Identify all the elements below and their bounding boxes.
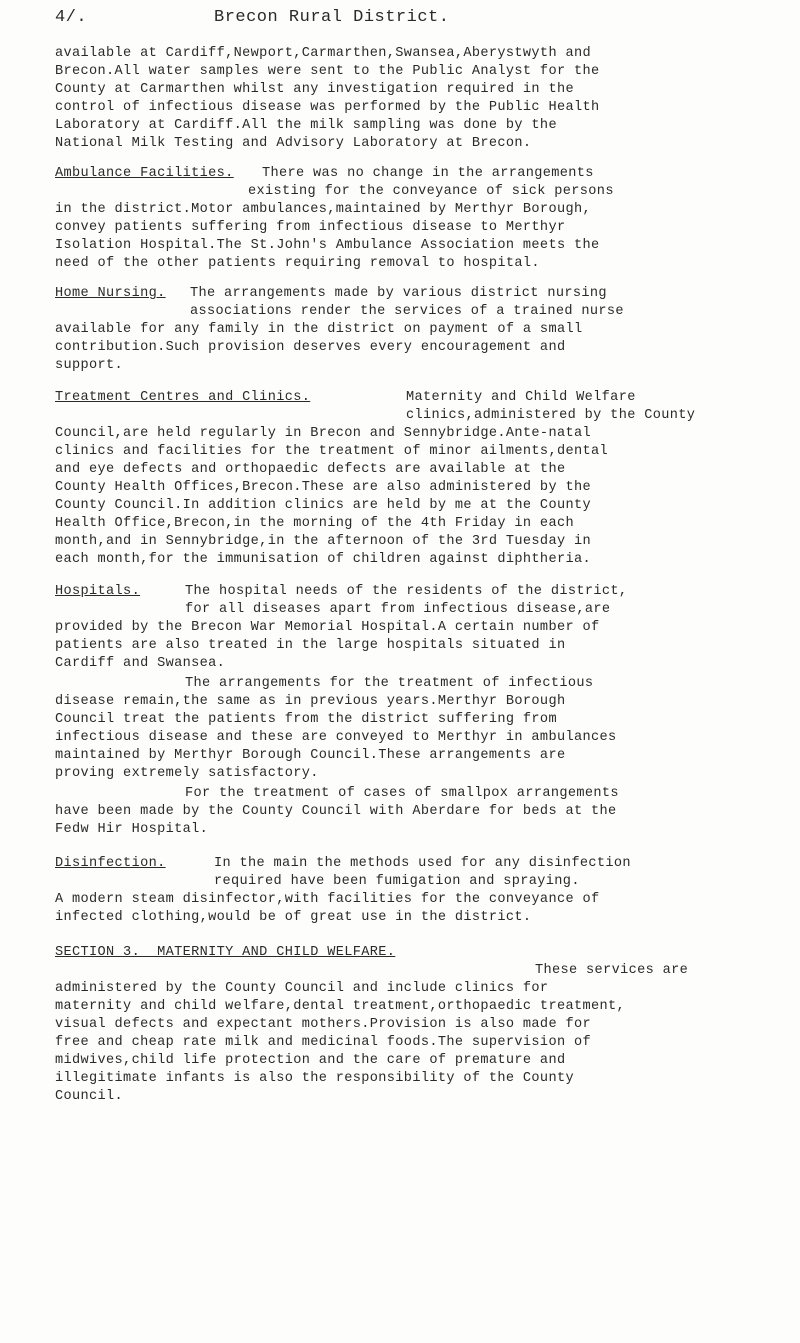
text-line: The arrangements for the treatment of infectious <box>185 676 594 691</box>
text-line: The arrangements made by various district nursing <box>190 286 607 301</box>
text-line: existing for the conveyance of sick persons <box>248 184 614 199</box>
text-line: These services are <box>535 963 689 978</box>
text-line: provided by the Brecon War Memorial Hospital.A certain number of <box>55 620 600 635</box>
text-line: and eye defects and orthopaedic defects are available at the <box>55 462 566 477</box>
text-line: Council,are held regularly in Brecon and Sennybridge.Ante-natal <box>55 426 591 441</box>
document-title: Brecon Rural District. <box>214 8 450 27</box>
text-line: Fedw Hir Hospital. <box>55 822 209 837</box>
text-line: Council treat the patients from the district suffering from <box>55 712 557 727</box>
text-line: For the treatment of cases of smallpox arrangements <box>185 786 619 801</box>
text-line: maintained by Merthyr Borough Council.These arrangements are <box>55 748 566 763</box>
text-line: clinics and facilities for the treatment of minor ailments,dental <box>55 444 608 459</box>
text-line: free and cheap rate milk and medicinal foods.The supervision of <box>55 1035 591 1050</box>
text-line: visual defects and expectant mothers.Provision is also made for <box>55 1017 591 1032</box>
text-line: Isolation Hospital.The St.John's Ambulance Association meets the <box>55 238 600 253</box>
text-line: Brecon.All water samples were sent to the Public Analyst for the <box>55 64 600 79</box>
text-line: A modern steam disinfector,with facilities for the conveyance of <box>55 892 600 907</box>
text-line: required have been fumigation and spraying. <box>214 874 580 889</box>
text-line: Laboratory at Cardiff.All the milk sampling was done by the <box>55 118 557 133</box>
text-line: illegitimate infants is also the responsibility of the County <box>55 1071 574 1086</box>
text-line: National Milk Testing and Advisory Laboratory at Brecon. <box>55 136 532 151</box>
text-line: for all diseases apart from infectious disease,are <box>185 602 611 617</box>
text-line: proving extremely satisfactory. <box>55 766 319 781</box>
text-line: County Council.In addition clinics are held by me at the County <box>55 498 591 513</box>
section-heading-disinfection: Disinfection. <box>55 856 166 871</box>
text-line: have been made by the County Council with Aberdare for beds at the <box>55 804 617 819</box>
section-heading-hospitals: Hospitals. <box>55 584 141 599</box>
text-line: support. <box>55 358 124 373</box>
text-line: There was no change in the arrangements <box>262 166 594 181</box>
section-heading-home-nursing: Home Nursing. <box>55 286 166 301</box>
text-line: clinics,administered by the County <box>406 408 696 423</box>
section-heading-ambulance: Ambulance Facilities. <box>55 166 234 181</box>
text-line: associations render the services of a trained nurse <box>190 304 624 319</box>
page-number: 4/. <box>55 8 88 27</box>
text-line: midwives,child life protection and the care of premature and <box>55 1053 566 1068</box>
text-line: need of the other patients requiring removal to hospital. <box>55 256 540 271</box>
text-line: Council. <box>55 1089 124 1104</box>
section-heading-treatment-centres: Treatment Centres and Clinics. <box>55 390 311 405</box>
section-heading-maternity: SECTION 3. MATERNITY AND CHILD WELFARE. <box>55 945 396 960</box>
text-line: infectious disease and these are conveyed to Merthyr in ambulances <box>55 730 617 745</box>
text-line: control of infectious disease was performed by the Public Health <box>55 100 600 115</box>
page-header <box>55 8 450 27</box>
text-line: disease remain,the same as in previous years.Merthyr Borough <box>55 694 566 709</box>
text-line: convey patients suffering from infectious disease to Merthyr <box>55 220 566 235</box>
text-line: maternity and child welfare,dental treatment,orthopaedic treatment, <box>55 999 626 1014</box>
text-line: available at Cardiff,Newport,Carmarthen,Swansea,Aberystwyth and <box>55 46 591 61</box>
text-line: administered by the County Council and include clinics for <box>55 981 549 996</box>
text-line: month,and in Sennybridge,in the afternoon of the 3rd Tuesday in <box>55 534 591 549</box>
text-line: The hospital needs of the residents of the district, <box>185 584 628 599</box>
text-line: contribution.Such provision deserves every encouragement and <box>55 340 566 355</box>
text-line: Maternity and Child Welfare <box>406 390 636 405</box>
text-line: in the district.Motor ambulances,maintained by Merthyr Borough, <box>55 202 591 217</box>
text-line: County Health Offices,Brecon.These are also administered by the <box>55 480 591 495</box>
text-line: In the main the methods used for any disinfection <box>214 856 631 871</box>
text-line: patients are also treated in the large hospitals situated in <box>55 638 566 653</box>
text-line: Health Office,Brecon,in the morning of the 4th Friday in each <box>55 516 574 531</box>
text-line: each month,for the immunisation of children against diphtheria. <box>55 552 591 567</box>
text-line: County at Carmarthen whilst any investigation required in the <box>55 82 574 97</box>
text-line: Cardiff and Swansea. <box>55 656 226 671</box>
text-line: available for any family in the district on payment of a small <box>55 322 583 337</box>
text-line: infected clothing,would be of great use in the district. <box>55 910 532 925</box>
